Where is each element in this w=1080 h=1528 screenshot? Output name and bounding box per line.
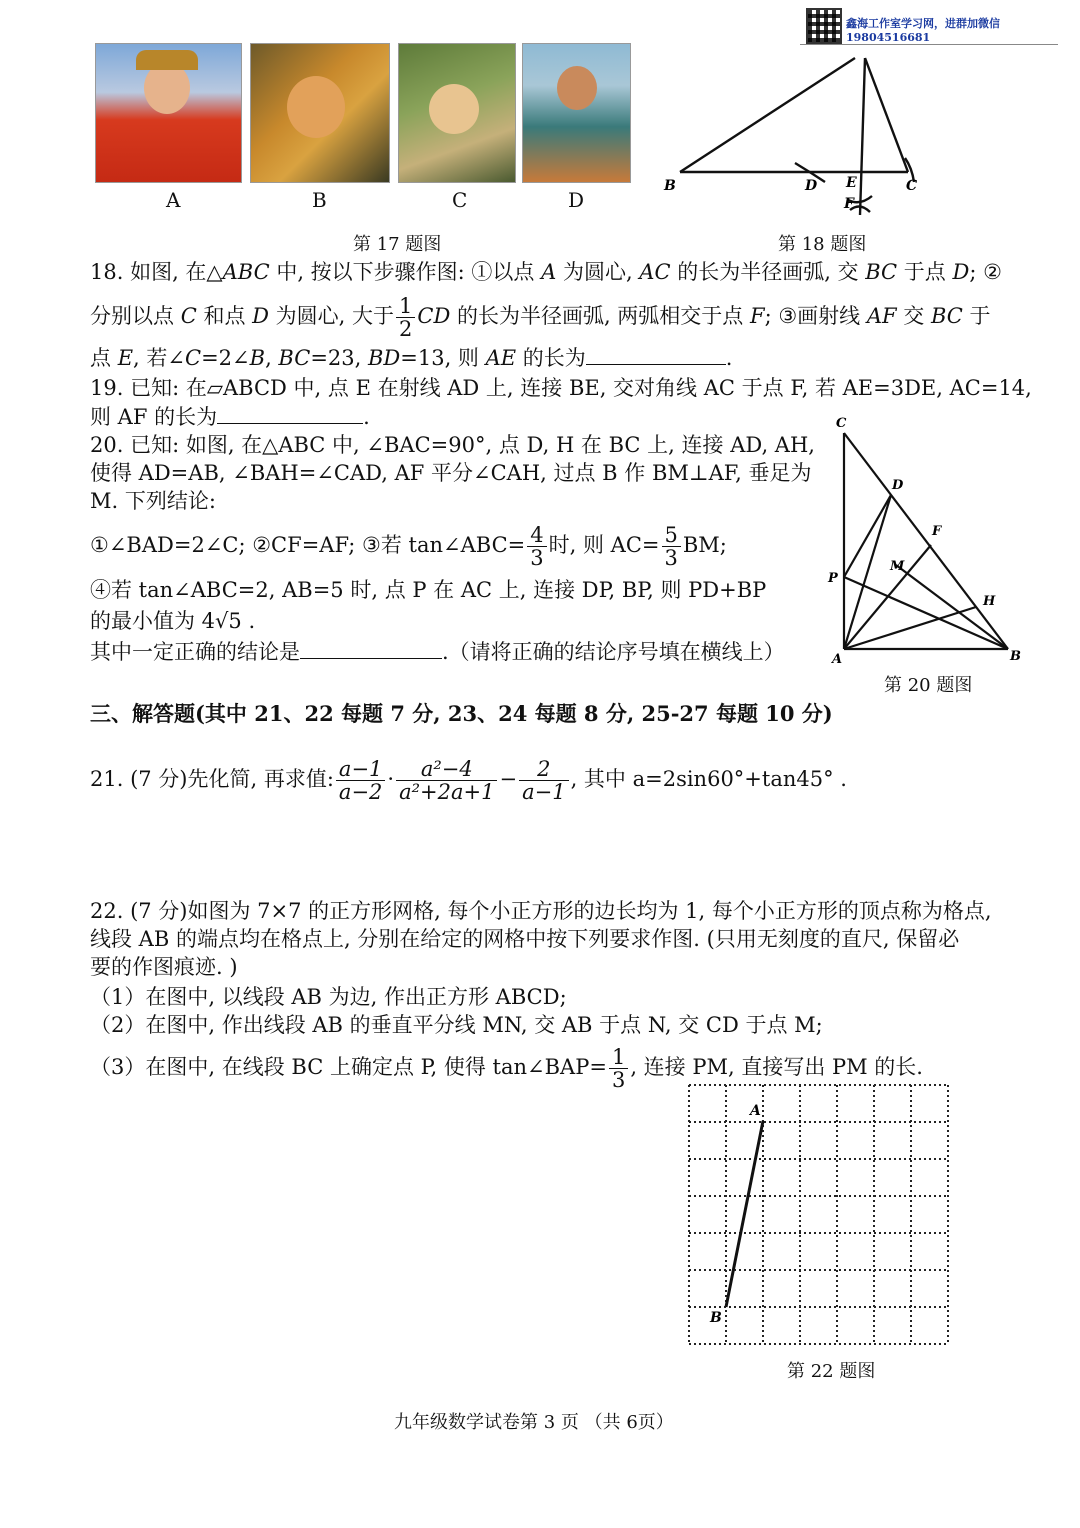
q22-item-1: （1）在图中, 以线段 AB 为边, 作出正方形 ABCD; — [90, 985, 567, 1009]
promo-text: 鑫海工作室学习网，进群加微信19804516681 — [846, 17, 1000, 44]
point-label-b: B — [1010, 649, 1021, 664]
q19-answer-blank[interactable] — [217, 403, 363, 424]
point-label-f: F — [932, 524, 942, 539]
fig17-label-a: A — [166, 188, 181, 212]
fig18-caption: 第 18 题图 — [778, 234, 867, 255]
q21-expression: 21. (7 分)先化简, 再求值: $\frac{a-1}{a-2}$ · $\frac{\text{a²−4}}{\text{a²+2a+1}}$ − $\frac{2}{a-1}$ , 其中 a=2sin60°+tan45° . — [90, 757, 847, 804]
point-label-h: H — [983, 594, 996, 609]
section-3-heading: 三、解答题(其中 21、22 每题 7 分, 23、24 每题 8 分, 25-27 每题 10 分) — [90, 701, 833, 726]
point-label-m: M — [890, 559, 905, 574]
fig20-diagram — [826, 415, 1026, 675]
q20-conclusion-4: ④若 tan∠ABC=2, AB=5 时, 点 P 在 AC 上, 连接 DP, BP, 则 PD+BP — [90, 578, 767, 602]
point-label-b: B — [710, 1310, 722, 1326]
page-footer: 九年级数学试卷第 3 页 （共 6页） — [394, 1412, 674, 1433]
point-label-a: A — [832, 652, 843, 667]
header-rule — [800, 44, 1058, 45]
point-label-c: C — [836, 416, 847, 431]
fraction-one-half: $\frac{1}{2}$ — [396, 295, 415, 340]
segment-ac — [865, 58, 908, 172]
segment-cb — [844, 433, 1008, 649]
character-picture-b — [250, 43, 390, 183]
point-label-c: C — [906, 178, 918, 194]
character-picture-c — [398, 43, 516, 183]
segment-ab — [726, 1121, 763, 1307]
q18-line3: 点 E, 若∠C=2∠B, BC=23, BD=13, 则 AE 的长为 . — [90, 346, 733, 370]
segment-ba — [680, 58, 855, 172]
fig17-label-d: D — [568, 188, 585, 212]
q20-answer-blank[interactable] — [300, 638, 442, 659]
segment-ah — [844, 607, 976, 649]
character-picture-a — [95, 43, 242, 183]
q19-line2: 则 AF 的长为 . — [90, 405, 370, 429]
point-label-p: P — [828, 571, 838, 586]
point-label-a: A — [750, 1103, 761, 1119]
fig22-caption: 第 22 题图 — [787, 1361, 876, 1382]
segment-ad — [844, 495, 891, 649]
q22-item-2: （2）在图中, 作出线段 AB 的垂直平分线 MN, 交 AB 于点 N, 交 CD 于点 M; — [90, 1013, 823, 1037]
q18-answer-blank[interactable] — [586, 344, 726, 365]
q22-line1: 22. (7 分)如图为 7×7 的正方形网格, 每个小正方形的边长均为 1, 每个小正方形的顶点称为格点, — [90, 899, 992, 923]
fig17-label-b: B — [312, 188, 327, 212]
fig22-grid[interactable] — [686, 1082, 952, 1348]
q22-line2: 线段 AB 的端点均在格点上, 分别在给定的网格中按下列要求作图. (只用无刻度的直尺, 保留必 — [90, 927, 960, 951]
qr-code — [806, 8, 842, 44]
fig17-caption: 第 17 题图 — [353, 234, 442, 255]
point-label-d: D — [892, 478, 904, 493]
segment-pd — [844, 495, 891, 577]
q20-line2: 使得 AD=AB, ∠BAH=∠CAD, AF 平分∠CAH, 过点 B 作 BM⊥AF, 垂足为 — [90, 461, 812, 485]
q22-item-3: （3）在图中, 在线段 BC 上确定点 P, 使得 tan∠BAP= $\frac{1}{3}$ , 连接 PM, 直接写出 PM 的长. — [90, 1045, 923, 1092]
q20-line3: M. 下列结论: — [90, 489, 216, 513]
q19-line1: 19. 已知: 在▱ABCD 中, 点 E 在射线 AD 上, 连接 BE, 交对角线 AC 于点 F, 若 AE=3DE, AC=14, — [90, 376, 1032, 400]
character-picture-d — [522, 43, 631, 183]
point-label-b: B — [664, 178, 676, 194]
q20-answer-line: 其中一定正确的结论是 .（请将正确的结论序号填在横线上） — [90, 640, 785, 664]
q20-conclusion-4b: 的最小值为 4√5 . — [90, 609, 256, 633]
q18-line1: 18. 如图, 在△ABC 中, 按以下步骤作图: ①以点 A 为圆心, AC 的长为半径画弧, 交 BC 于点 D; ② — [90, 260, 1002, 284]
point-label-f: F — [844, 196, 854, 212]
q20-line1: 20. 已知: 如图, 在△ABC 中, ∠BAC=90°, 点 D, H 在 BC 上, 连接 AD, AH, — [90, 433, 815, 457]
point-label-e: E — [846, 175, 857, 191]
q22-line3: 要的作图痕迹. ) — [90, 955, 238, 979]
fig20-caption: 第 20 题图 — [884, 675, 973, 696]
fig18-diagram — [660, 50, 940, 220]
point-label-d: D — [805, 178, 818, 194]
q18-line2: 分别以点 C 和点 D 为圆心, 大于 $\frac{1}{2}$ CD 的长为半径画弧, 两弧相交于点 F; ③画射线 AF 交 BC 于 — [90, 294, 991, 341]
fig17-label-c: C — [452, 188, 468, 212]
q20-conclusions-1-3: ①∠BAD=2∠C; ②CF=AF; ③若 tan∠ABC= $\frac{4}{3}$ 时, 则 AC= $\frac{5}{3}$ BM; — [90, 523, 727, 570]
ray-af — [860, 58, 865, 215]
